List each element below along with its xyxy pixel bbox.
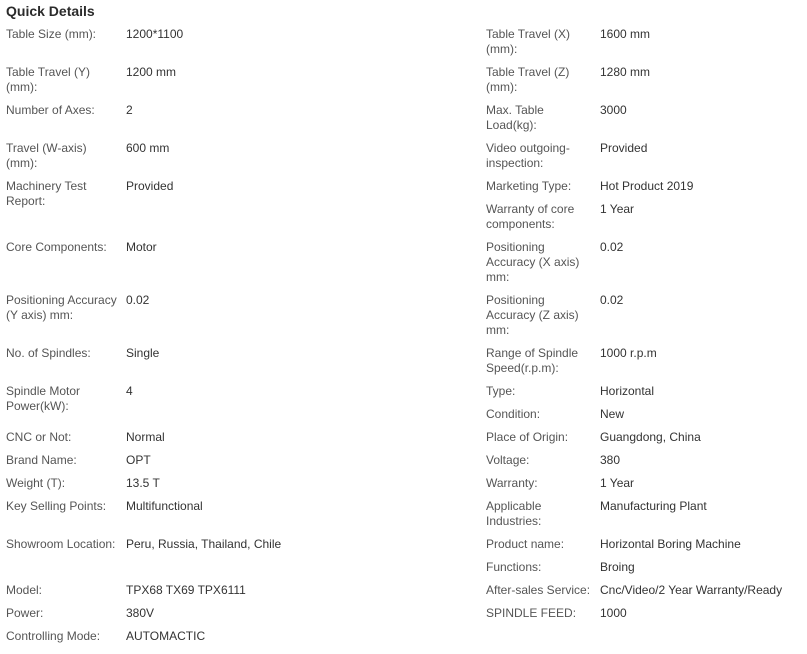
detail-label: Controlling Mode: xyxy=(6,629,101,643)
detail-item xyxy=(480,476,807,491)
detail-item xyxy=(0,240,480,255)
detail-label: Key Selling Points: xyxy=(6,499,107,513)
details-row xyxy=(0,606,807,629)
detail-value: Provided xyxy=(126,179,174,193)
detail-value: 2 xyxy=(126,103,133,117)
detail-value: 380 xyxy=(600,453,621,467)
detail-item xyxy=(480,103,807,133)
detail-value: Peru, Russia, Thailand, Chile xyxy=(126,537,282,551)
detail-label: Range of Spindle Speed(r.p.m): xyxy=(486,346,579,375)
detail-label: Table Travel (Z) (mm): xyxy=(486,65,570,94)
detail-value: Single xyxy=(126,346,160,360)
detail-item xyxy=(0,179,480,209)
detail-label: Core Components: xyxy=(6,240,107,254)
detail-value: 1 Year xyxy=(600,476,635,490)
detail-value: Cnc/Video/2 Year Warranty/Ready xyxy=(600,583,783,597)
detail-label: Table Travel (X) (mm): xyxy=(486,27,571,56)
detail-label: Spindle Motor Power(kW): xyxy=(6,384,81,413)
details-row xyxy=(0,537,807,583)
details-row xyxy=(0,346,807,384)
detail-label: Marketing Type: xyxy=(486,179,572,193)
detail-value: Horizontal xyxy=(600,384,655,398)
detail-label: Place of Origin: xyxy=(486,430,569,444)
detail-label: Power: xyxy=(6,606,44,620)
detail-label: Warranty of core components: xyxy=(486,202,575,231)
detail-label: After-sales Service: xyxy=(486,583,591,597)
detail-label: Showroom Location: xyxy=(6,537,116,551)
detail-item xyxy=(0,141,480,171)
detail-value: 1000 r.p.m xyxy=(600,346,657,360)
detail-value: Horizontal Boring Machine xyxy=(600,537,741,551)
detail-item xyxy=(480,141,807,171)
detail-label: CNC or Not: xyxy=(6,430,72,444)
detail-item xyxy=(0,476,480,491)
detail-value: Guangdong, China xyxy=(600,430,701,444)
detail-value: Manufacturing Plant xyxy=(600,499,707,513)
detail-label: Machinery Test Report: xyxy=(6,179,87,208)
detail-value: 1200 mm xyxy=(126,65,177,79)
detail-item xyxy=(480,407,807,422)
detail-label: Voltage: xyxy=(486,453,530,467)
detail-value: Hot Product 2019 xyxy=(600,179,694,193)
detail-item xyxy=(0,499,480,514)
detail-label: Max. Table Load(kg): xyxy=(486,103,544,132)
detail-value: Provided xyxy=(600,141,648,155)
detail-item xyxy=(480,346,807,376)
detail-item xyxy=(0,293,480,323)
detail-label: Product name: xyxy=(486,537,565,551)
detail-value: Broing xyxy=(600,560,635,574)
section-title: Quick Details xyxy=(6,3,95,19)
detail-item xyxy=(480,453,807,468)
detail-item xyxy=(480,430,807,445)
detail-label: Number of Axes: xyxy=(6,103,95,117)
details-row xyxy=(0,384,807,430)
detail-label: SPINDLE FEED: xyxy=(486,606,577,620)
detail-item xyxy=(0,453,480,468)
detail-item xyxy=(480,583,807,598)
detail-item xyxy=(480,384,807,407)
detail-item-stack xyxy=(480,179,807,232)
detail-item-stack xyxy=(480,384,807,422)
detail-label: Warranty: xyxy=(486,476,538,490)
details-row xyxy=(0,240,807,293)
details-row xyxy=(0,583,807,606)
detail-item xyxy=(0,103,480,118)
detail-item xyxy=(0,65,480,95)
detail-item xyxy=(0,27,480,42)
details-row xyxy=(0,476,807,499)
detail-item xyxy=(0,430,480,445)
detail-label: Brand Name: xyxy=(6,453,77,467)
detail-value: 4 xyxy=(126,384,133,398)
detail-value: 600 mm xyxy=(126,141,170,155)
detail-value: 3000 xyxy=(600,103,627,117)
detail-value: Normal xyxy=(126,430,165,444)
details-row xyxy=(0,453,807,476)
detail-value: 13.5 T xyxy=(126,476,160,490)
detail-value: 0.02 xyxy=(600,293,624,307)
detail-value: 0.02 xyxy=(600,240,624,254)
detail-item xyxy=(480,202,807,232)
detail-label: Weight (T): xyxy=(6,476,66,490)
details-row xyxy=(0,141,807,179)
detail-value: 0.02 xyxy=(126,293,150,307)
detail-value: Motor xyxy=(126,240,157,254)
detail-value: 1200*1100 xyxy=(126,27,184,41)
detail-item xyxy=(480,560,807,575)
details-row xyxy=(0,293,807,346)
detail-item xyxy=(480,606,807,621)
detail-item xyxy=(0,384,480,414)
quick-details-grid xyxy=(0,27,807,652)
detail-value: 1000 xyxy=(600,606,627,620)
detail-item xyxy=(0,537,480,552)
detail-item-stack xyxy=(480,537,807,575)
detail-value: 1280 mm xyxy=(600,65,651,79)
detail-item xyxy=(0,346,480,361)
detail-value: 1600 mm xyxy=(600,27,651,41)
detail-label: Condition: xyxy=(486,407,541,421)
details-row xyxy=(0,65,807,103)
details-row xyxy=(0,27,807,65)
detail-item xyxy=(480,27,807,57)
detail-item xyxy=(480,537,807,560)
detail-item xyxy=(0,629,480,644)
detail-item xyxy=(0,583,480,598)
detail-label: Applicable Industries: xyxy=(486,499,542,528)
details-row xyxy=(0,179,807,240)
details-row xyxy=(0,499,807,537)
detail-label: Functions: xyxy=(486,560,542,574)
detail-label: Positioning Accuracy (Z axis) mm: xyxy=(486,293,579,337)
detail-label: Positioning Accuracy (Y axis) mm: xyxy=(6,293,117,322)
detail-value: New xyxy=(600,407,625,421)
detail-item xyxy=(0,606,480,621)
detail-item xyxy=(480,240,807,285)
detail-label: Travel (W-axis) (mm): xyxy=(6,141,87,170)
details-row xyxy=(0,430,807,453)
detail-label: Positioning Accuracy (X axis) mm: xyxy=(486,240,580,284)
detail-label: Table Size (mm): xyxy=(6,27,97,41)
detail-label: Table Travel (Y) (mm): xyxy=(6,65,91,94)
detail-value: TPX68 TX69 TPX6111 xyxy=(126,583,246,597)
detail-label: Model: xyxy=(6,583,43,597)
detail-value: AUTOMACTIC xyxy=(126,629,206,643)
detail-label: Video outgoing-inspection: xyxy=(486,141,570,170)
detail-label: No. of Spindles: xyxy=(6,346,91,360)
detail-item xyxy=(480,179,807,202)
detail-value: 1 Year xyxy=(600,202,635,216)
detail-value: 380V xyxy=(126,606,155,620)
details-row xyxy=(0,629,807,652)
detail-label: Type: xyxy=(486,384,516,398)
details-row xyxy=(0,103,807,141)
detail-item xyxy=(480,293,807,338)
detail-value: OPT xyxy=(126,453,151,467)
detail-value: Multifunctional xyxy=(126,499,203,513)
detail-item xyxy=(480,65,807,95)
detail-item xyxy=(480,499,807,529)
